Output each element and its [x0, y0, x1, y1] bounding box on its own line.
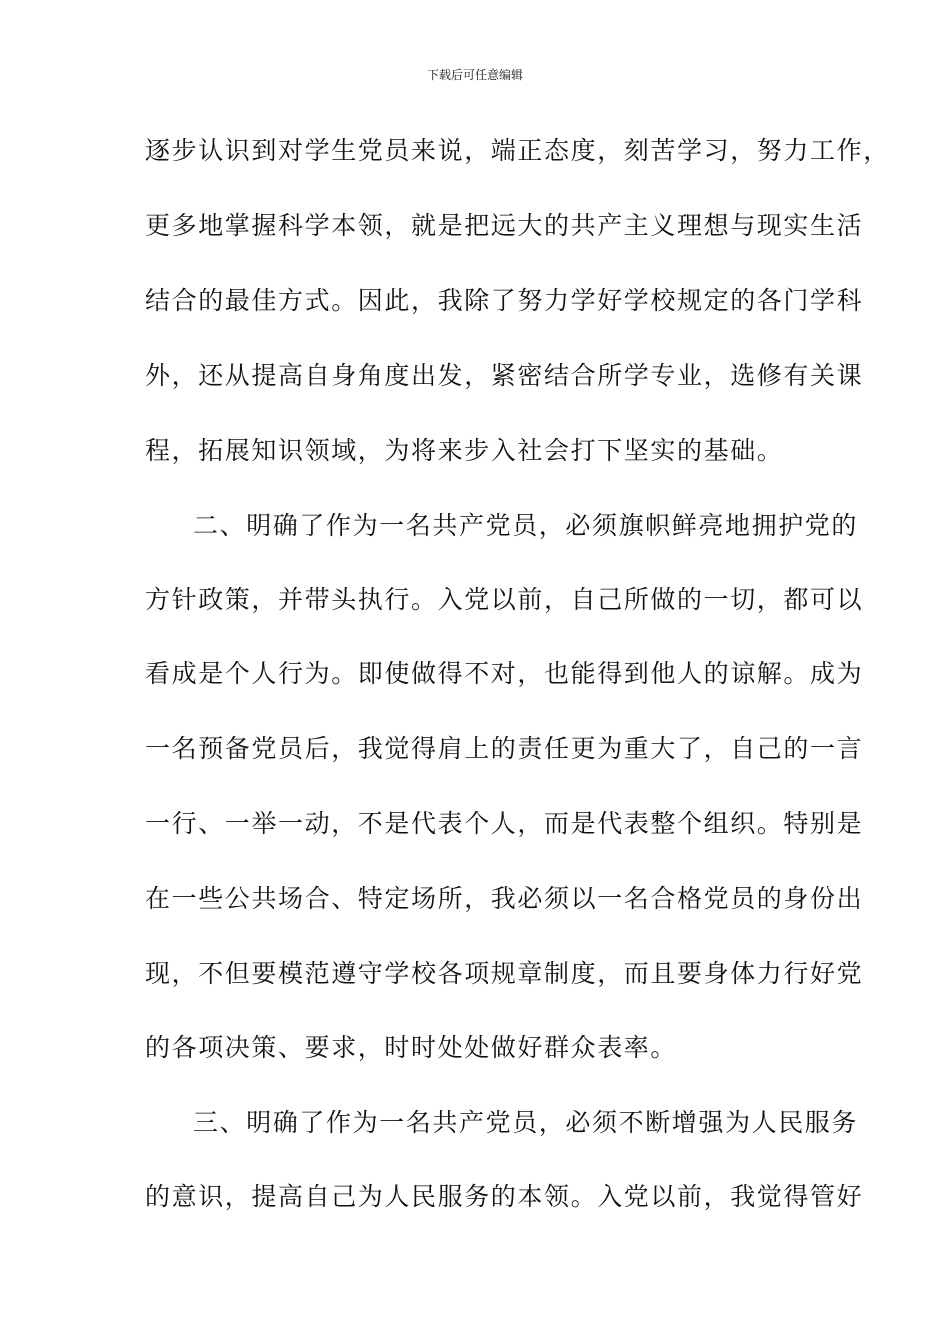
paragraph-3-line-2: 的意识，提高自己为人民服务的本领。入党以前，我觉得管好: [145, 1182, 864, 1211]
paragraph-2-line-1: 二、明确了作为一名共产党员，必须旗帜鲜亮地拥护党的: [193, 511, 859, 540]
paragraph-2-line-2: 方针政策，并带头执行。入党以前，自己所做的一切，都可以: [145, 585, 864, 614]
page-header: 下载后可任意编辑: [426, 68, 523, 82]
paragraph-1-line-4: 外，还从提高自身角度出发，紧密结合所学专业，选修有关课: [145, 361, 864, 390]
paragraph-1-line-2: 更多地掌握科学本领，就是把远大的共产主义理想与现实生活: [145, 211, 864, 240]
paragraph-2-line-6: 在一些公共场合、特定场所，我必须以一名合格党员的身份出: [145, 884, 864, 913]
paragraph-2-line-3: 看成是个人行为。即使做得不对，也能得到他人的谅解。成为: [145, 659, 864, 688]
paragraph-1-line-5: 程，拓展知识领域，为将来步入社会打下坚实的基础。: [145, 436, 784, 465]
paragraph-2-line-8: 的各项决策、要求，时时处处做好群众表率。: [145, 1033, 678, 1062]
paragraph-3-line-1: 三、明确了作为一名共产党员，必须不断增强为人民服务: [193, 1108, 859, 1137]
paragraph-1-line-3: 结合的最佳方式。因此，我除了努力学好学校规定的各门学科: [145, 286, 864, 315]
paragraph-2-line-7: 现，不但要模范遵守学校各项规章制度，而且要身体力行好党: [145, 959, 864, 988]
paragraph-2-line-4: 一名预备党员后，我觉得肩上的责任更为重大了，自己的一言: [145, 734, 864, 763]
paragraph-1-line-1: 逐步认识到对学生党员来说，端正态度，刻苦学习，努力工作，: [145, 136, 890, 165]
paragraph-2-line-5: 一行、一举一动，不是代表个人，而是代表整个组织。特别是: [145, 809, 864, 838]
